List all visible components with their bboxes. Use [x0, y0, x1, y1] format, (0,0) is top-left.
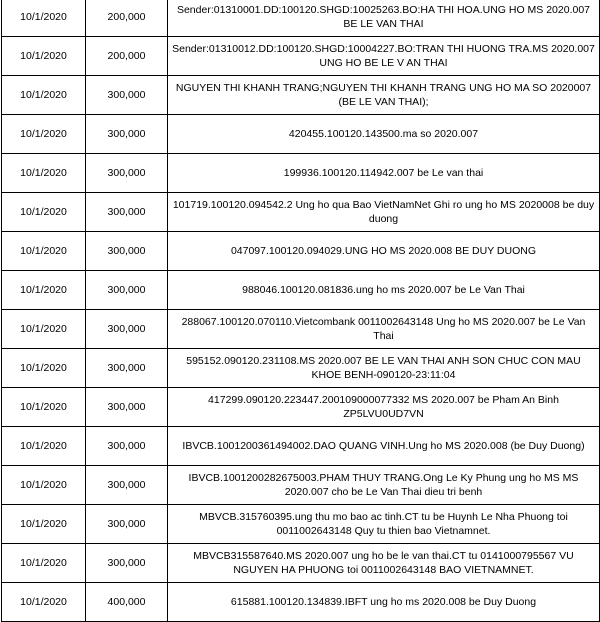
description-cell: 417299.090120.223447.200109000077332 MS 2020.007 be Pham An Binh ZP5LVU0UD7VN: [168, 388, 600, 427]
date-cell: 10/1/2020: [2, 271, 86, 310]
date-cell: 10/1/2020: [2, 232, 86, 271]
table-row: [2, 583, 600, 622]
amount-cell: 300,000: [86, 388, 168, 427]
table-row: [2, 37, 600, 76]
date-cell: 10/1/2020: [2, 427, 86, 466]
description-cell: 047097.100120.094029.UNG HO MS 2020.008 BE DUY DUONG: [168, 232, 600, 271]
amount-cell: 300,000: [86, 505, 168, 544]
description-cell: 420455.100120.143500.ma so 2020.007: [168, 115, 600, 154]
amount-cell: 300,000: [86, 310, 168, 349]
date-cell: 10/1/2020: [2, 37, 86, 76]
amount-cell: 300,000: [86, 154, 168, 193]
date-cell: 10/1/2020: [2, 388, 86, 427]
table-row: [2, 76, 600, 115]
date-cell: 10/1/2020: [2, 0, 86, 37]
description-cell: NGUYEN THI KHANH TRANG;NGUYEN THI KHANH TRANG UNG HO MA SO 2020007 (BE LE VAN THAI);: [168, 76, 600, 115]
amount-cell: 300,000: [86, 544, 168, 583]
amount-cell: 300,000: [86, 115, 168, 154]
description-cell: MBVCB.315760395.ung thu mo bao ac tinh.CT tu be Huynh Le Nha Phuong toi 0011002643148 Quy tu thien bao Vietnamnet.: [168, 505, 600, 544]
table-row: [2, 115, 600, 154]
description-cell: 988046.100120.081836.ung ho ms 2020.007 be Le Van Thai: [168, 271, 600, 310]
amount-cell: 200,000: [86, 37, 168, 76]
table-row: [2, 388, 600, 427]
description-cell: 199936.100120.114942.007 be Le van thai: [168, 154, 600, 193]
date-cell: 10/1/2020: [2, 544, 86, 583]
table-row: [2, 427, 600, 466]
description-cell: 595152.090120.231108.MS 2020.007 BE LE VAN THAI ANH SON CHUC CON MAU KHOE BENH-090120-23:11:04: [168, 349, 600, 388]
description-cell: IBVCB.1001200282675003.PHAM THUY TRANG.Ong Le Ky Phung ung ho MS MS 2020.007 cho be Le Van Thai dieu tri benh: [168, 466, 600, 505]
table-row: [2, 0, 600, 37]
donation-table: [1, 0, 600, 622]
date-cell: 10/1/2020: [2, 193, 86, 232]
description-cell: 101719.100120.094542.2 Ung ho qua Bao VietNamNet Ghi ro ung ho MS 2020008 be duy duong: [168, 193, 600, 232]
table-row: [2, 154, 600, 193]
date-cell: 10/1/2020: [2, 466, 86, 505]
amount-cell: 300,000: [86, 427, 168, 466]
table-row: [2, 466, 600, 505]
table-row: [2, 310, 600, 349]
date-cell: 10/1/2020: [2, 76, 86, 115]
table-row: [2, 193, 600, 232]
date-cell: 10/1/2020: [2, 310, 86, 349]
amount-cell: 300,000: [86, 271, 168, 310]
date-cell: 10/1/2020: [2, 154, 86, 193]
amount-cell: 300,000: [86, 232, 168, 271]
table-body: [2, 0, 600, 622]
date-cell: 10/1/2020: [2, 505, 86, 544]
date-cell: 10/1/2020: [2, 583, 86, 622]
date-cell: 10/1/2020: [2, 349, 86, 388]
amount-cell: 400,000: [86, 583, 168, 622]
description-cell: Sender:01310012.DD:100120.SHGD:10004227.BO:TRAN THI HUONG TRA.MS 2020.007 UNG HO BE LE V AN THAI: [168, 37, 600, 76]
date-cell: 10/1/2020: [2, 115, 86, 154]
table-row: [2, 349, 600, 388]
amount-cell: 300,000: [86, 76, 168, 115]
description-cell: Sender:01310001.DD:100120.SHGD:10025263.BO:HA THI HOA.UNG HO MS 2020.007 BE LE VAN THAI: [168, 0, 600, 37]
description-cell: 288067.100120.070110.Vietcombank 0011002643148 Ung ho MS 2020.007 be Le Van Thai: [168, 310, 600, 349]
description-cell: 615881.100120.134839.IBFT ung ho ms 2020.008 be Duy Duong: [168, 583, 600, 622]
description-cell: IBVCB.1001200361494002.DAO QUANG VINH.Ung ho MS 2020.008 (be Duy Duong): [168, 427, 600, 466]
amount-cell: 200,000: [86, 0, 168, 37]
amount-cell: 300,000: [86, 466, 168, 505]
table-row: [2, 544, 600, 583]
amount-cell: 300,000: [86, 349, 168, 388]
table-row: [2, 505, 600, 544]
table-row: [2, 232, 600, 271]
amount-cell: 300,000: [86, 193, 168, 232]
description-cell: MBVCB315587640.MS 2020.007 ung ho be le van thai.CT tu 0141000795567 VU NGUYEN HA PHUONG toi 0011002643148 BAO VIETNAMNET.: [168, 544, 600, 583]
table-row: [2, 271, 600, 310]
